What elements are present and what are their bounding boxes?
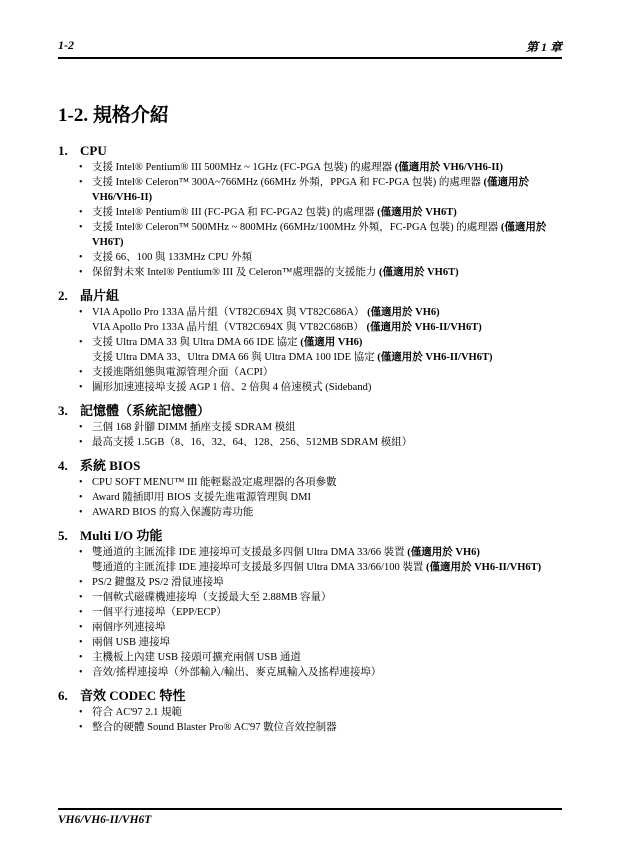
list-item (58, 335, 562, 365)
item-line (92, 665, 562, 680)
item-line (92, 250, 562, 265)
item-line (92, 305, 562, 320)
bullet-icon: • (79, 422, 83, 433)
section-heading (58, 402, 562, 419)
item-text: 支援進階組態與電源管理介面（ACPI） (92, 367, 274, 378)
section-number: 2. (58, 288, 68, 303)
item-text: 保留對未來 Intel® Pentium® III 及 Celeron™處理器的支援能力 (92, 267, 377, 278)
bullet-list (58, 545, 562, 680)
item-line (92, 175, 562, 205)
item-line (92, 620, 562, 635)
list-item (58, 590, 562, 605)
item-text: AWARD BIOS 的寫入保護防毒功能 (92, 507, 254, 518)
spec-section (58, 287, 562, 395)
item-line (92, 505, 562, 520)
bullet-icon: • (79, 477, 83, 488)
list-item (58, 420, 562, 435)
bullet-icon: • (79, 307, 83, 318)
section-heading (58, 287, 562, 304)
item-line (92, 335, 562, 350)
bullet-icon: • (79, 222, 83, 233)
applicability-note: (僅適用於 VH6/VH6-II) (92, 177, 529, 203)
list-item (58, 545, 562, 575)
bullet-icon: • (79, 547, 83, 558)
item-line (92, 590, 562, 605)
item-line (92, 635, 562, 650)
bullet-icon: • (79, 367, 83, 378)
bullet-icon: • (79, 707, 83, 718)
bullet-icon: • (79, 637, 83, 648)
item-line (92, 320, 562, 335)
item-line (92, 420, 562, 435)
page-number: 1-2 (58, 38, 74, 52)
item-text: 圖形加速連接埠支援 AGP 1 倍、2 倍與 4 倍速模式 (Sideband) (92, 382, 372, 393)
bullet-icon: • (79, 492, 83, 503)
bullet-icon: • (79, 607, 83, 618)
section-title: 系統 BIOS (80, 458, 141, 473)
list-item (58, 305, 562, 335)
list-item (58, 505, 562, 520)
applicability-note: (僅適用於 VH6-II/VH6T) (366, 322, 482, 333)
section-heading (58, 457, 562, 474)
list-item (58, 380, 562, 395)
item-line (92, 475, 562, 490)
bullet-icon: • (79, 592, 83, 603)
section-number: 4. (58, 458, 68, 473)
list-item (58, 665, 562, 680)
item-text: 主機板上內建 USB 接頭可擴充兩個 USB 通道 (92, 652, 301, 663)
item-text: 三個 168 針腳 DIMM 插座支援 SDRAM 模組 (92, 422, 296, 433)
item-line (92, 560, 562, 575)
bullet-icon: • (79, 437, 83, 448)
bullet-icon: • (79, 207, 83, 218)
spec-section (58, 457, 562, 520)
section-heading (58, 687, 562, 704)
list-item (58, 250, 562, 265)
section-number: 3. (58, 403, 68, 418)
bullet-icon: • (79, 652, 83, 663)
bullet-icon: • (79, 162, 83, 173)
applicability-note: (僅適用於 VH6T) (92, 222, 547, 248)
item-text: Award 隨插即用 BIOS 支援先進電源管理與 DMI (92, 492, 311, 503)
list-item (58, 650, 562, 665)
list-item (58, 635, 562, 650)
applicability-note: (僅適用於 VH6) (407, 547, 480, 558)
section-number: 6. (58, 688, 68, 703)
section-title: CPU (80, 143, 107, 158)
item-text: 最高支援 1.5GB（8、16、32、64、128、256、512MB SDRAM 模組） (92, 437, 413, 448)
item-text: 支援 Ultra DMA 33 與 Ultra DMA 66 IDE 協定 (92, 337, 298, 348)
bullet-list (58, 160, 562, 280)
item-line (92, 575, 562, 590)
page-header (58, 38, 562, 54)
item-text: 一個平行連接埠（EPP/ECP） (92, 607, 227, 618)
section-title: 音效 CODEC 特性 (80, 688, 186, 703)
list-item (58, 705, 562, 720)
section-heading (58, 142, 562, 159)
list-item (58, 205, 562, 220)
bullet-icon: • (79, 252, 83, 263)
applicability-note: (僅適用於 VH6-II/VH6T) (425, 562, 542, 573)
item-text: 音效/搖桿連接埠（外部輸入/輸出、麥克風輸入及搖桿連接埠） (92, 667, 382, 678)
bullet-icon: • (79, 382, 83, 393)
list-item (58, 265, 562, 280)
item-line (92, 650, 562, 665)
item-line (92, 365, 562, 380)
item-line (92, 490, 562, 505)
applicability-note: (僅適用於 VH6T) (377, 207, 457, 218)
item-line (92, 205, 562, 220)
item-text: 支援 Intel® Celeron™ 500MHz ~ 800MHz (66MHz/100MHz 外頻，FC-PGA 包裝) 的處理器 (92, 222, 499, 233)
bullet-list (58, 705, 562, 735)
item-text: 符合 AC'97 2.1 規範 (92, 707, 182, 718)
item-line (92, 720, 562, 735)
applicability-note: (僅適用於 VH6-II/VH6T) (377, 352, 493, 363)
item-line (92, 605, 562, 620)
applicability-note: (僅適用於 VH6) (367, 307, 440, 318)
footer-rule (58, 808, 562, 810)
item-text: 支援 Intel® Pentium® III (FC-PGA 和 FC-PGA2 包裝) 的處理器 (92, 207, 375, 218)
footer-model: VH6/VH6-II/VH6T (58, 814, 152, 826)
section-number: 1. (58, 143, 68, 158)
item-text: 兩個序列連接埠 (92, 622, 166, 633)
bullet-icon: • (79, 267, 83, 278)
item-line (92, 545, 562, 560)
item-line (92, 350, 562, 365)
item-line (92, 705, 562, 720)
list-item (58, 220, 562, 250)
applicability-note: (僅適用於 VH6T) (378, 267, 459, 278)
bullet-icon: • (79, 577, 83, 588)
list-item (58, 365, 562, 380)
spec-section (58, 402, 562, 450)
section-number: 5. (58, 528, 68, 543)
item-text: 一個軟式磁碟機連接埠（支援最大至 2.88MB 容量） (92, 592, 332, 603)
item-text: 支援 Intel® Celeron™ 300A~766MHz (66MHz 外頻，PPGA 和 FC-PGA 包裝) 的處理器 (92, 177, 481, 188)
bullet-icon: • (79, 667, 83, 678)
bullet-icon: • (79, 337, 83, 348)
applicability-note: (僅適用於 VH6/VH6-II) (394, 162, 504, 173)
bullet-icon: • (79, 722, 83, 733)
item-text: 支援 Ultra DMA 33、Ultra DMA 66 與 Ultra DMA 100 IDE 協定 (92, 352, 375, 363)
item-line (92, 160, 562, 175)
item-text: 兩個 USB 連接埠 (92, 637, 171, 648)
list-item (58, 720, 562, 735)
item-text: CPU SOFT MENU™ III 能輕鬆設定處理器的各項參數 (92, 477, 337, 488)
item-text: PS/2 鍵盤及 PS/2 滑鼠連接埠 (92, 577, 224, 588)
list-item (58, 175, 562, 205)
section-title: Multi I/O 功能 (80, 528, 163, 543)
item-text: 支援 66、100 與 133MHz CPU 外頻 (92, 252, 253, 263)
list-item (58, 605, 562, 620)
item-text: 整合的硬體 Sound Blaster Pro® AC'97 數位音效控制器 (92, 722, 337, 733)
item-text: VIA Apollo Pro 133A 晶片組（VT82C694X 與 VT82C686A） (92, 307, 365, 318)
applicability-note: (僅適用 VH6) (300, 337, 363, 348)
item-text: 雙通道的主匯流排 IDE 連接埠可支援最多四個 Ultra DMA 33/66/100 裝置 (92, 562, 424, 573)
spec-list (58, 142, 562, 742)
chapter-label: 第 1 章 (525, 40, 562, 54)
list-item (58, 490, 562, 505)
list-item (58, 620, 562, 635)
item-line (92, 435, 562, 450)
bullet-list (58, 305, 562, 395)
bullet-list (58, 420, 562, 450)
list-item (58, 575, 562, 590)
spec-section (58, 687, 562, 735)
section-title: 記憶體（系統記憶體） (80, 403, 211, 418)
list-item (58, 160, 562, 175)
item-line (92, 220, 562, 250)
item-text: 支援 Intel® Pentium® III 500MHz ~ 1GHz (FC-PGA 包裝) 的處理器 (92, 162, 393, 173)
item-line (92, 380, 562, 395)
section-heading (58, 527, 562, 544)
list-item (58, 435, 562, 450)
spec-section (58, 527, 562, 680)
item-line (92, 265, 562, 280)
header-rule (58, 57, 562, 59)
bullet-list (58, 475, 562, 520)
bullet-icon: • (79, 177, 83, 188)
bullet-icon: • (79, 507, 83, 518)
spec-section (58, 142, 562, 280)
item-text: 雙通道的主匯流排 IDE 連接埠可支援最多四個 Ultra DMA 33/66 裝置 (92, 547, 405, 558)
item-text: VIA Apollo Pro 133A 晶片組（VT82C694X 與 VT82C686B） (92, 322, 364, 333)
page-title: 1-2. 規格介紹 (58, 105, 169, 126)
bullet-icon: • (79, 622, 83, 633)
list-item (58, 475, 562, 490)
section-title: 晶片組 (80, 288, 120, 303)
